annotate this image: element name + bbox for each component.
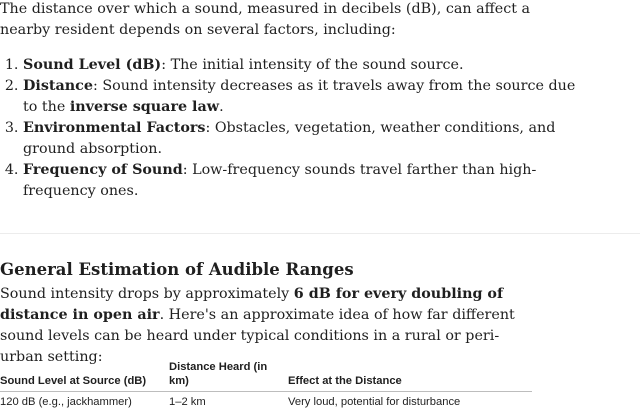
table-cell: 1–2 km xyxy=(169,392,288,409)
factors-list xyxy=(0,55,583,202)
factor-emphasis: inverse square law xyxy=(70,99,219,115)
factor-term: Frequency of Sound xyxy=(23,162,183,178)
factor-term: Sound Level (dB) xyxy=(23,57,161,73)
factor-desc: : Obstacles, vegetation, weather conditions, and ground absorption. xyxy=(23,120,555,157)
section-text-after: . Here's an approximate idea of how far different sound levels can be heard under typical conditions in a rural or peri-urban setting: xyxy=(0,307,515,365)
factor-term: Environmental Factors xyxy=(23,120,205,136)
section-text-before: Sound intensity drops by approximately xyxy=(0,286,294,302)
section-divider xyxy=(0,233,640,234)
intro-paragraph: The distance over which a sound, measured in decibels (dB), can affect a nearby resident depends on several factors, including: xyxy=(0,0,540,41)
section-heading: General Estimation of Audible Ranges xyxy=(0,258,354,282)
column-header: Distance Heard (in km) xyxy=(169,360,288,392)
table-row xyxy=(0,392,532,409)
column-header: Effect at the Distance xyxy=(288,360,532,392)
factor-term: Distance xyxy=(23,78,93,94)
column-header: Sound Level at Source (dB) xyxy=(0,360,169,392)
list-item xyxy=(23,118,583,160)
list-item xyxy=(23,55,583,76)
factor-tail: . xyxy=(219,99,224,115)
list-item xyxy=(23,160,583,202)
factor-desc: : Sound intensity decreases as it travels away from the source due to the xyxy=(23,78,575,115)
section-paragraph xyxy=(0,284,540,368)
factor-desc: : The initial intensity of the sound source. xyxy=(161,57,463,73)
audible-range-table xyxy=(0,360,532,409)
table-cell: 120 dB (e.g., jackhammer) xyxy=(0,392,169,409)
factor-desc: : Low-frequency sounds travel farther than high-frequency ones. xyxy=(23,162,536,199)
list-item xyxy=(23,76,583,118)
table-cell: Very loud, potential for disturbance xyxy=(288,392,532,409)
section-bold: 6 dB for every doubling of distance in open air xyxy=(0,286,503,323)
table-header-row xyxy=(0,360,532,392)
